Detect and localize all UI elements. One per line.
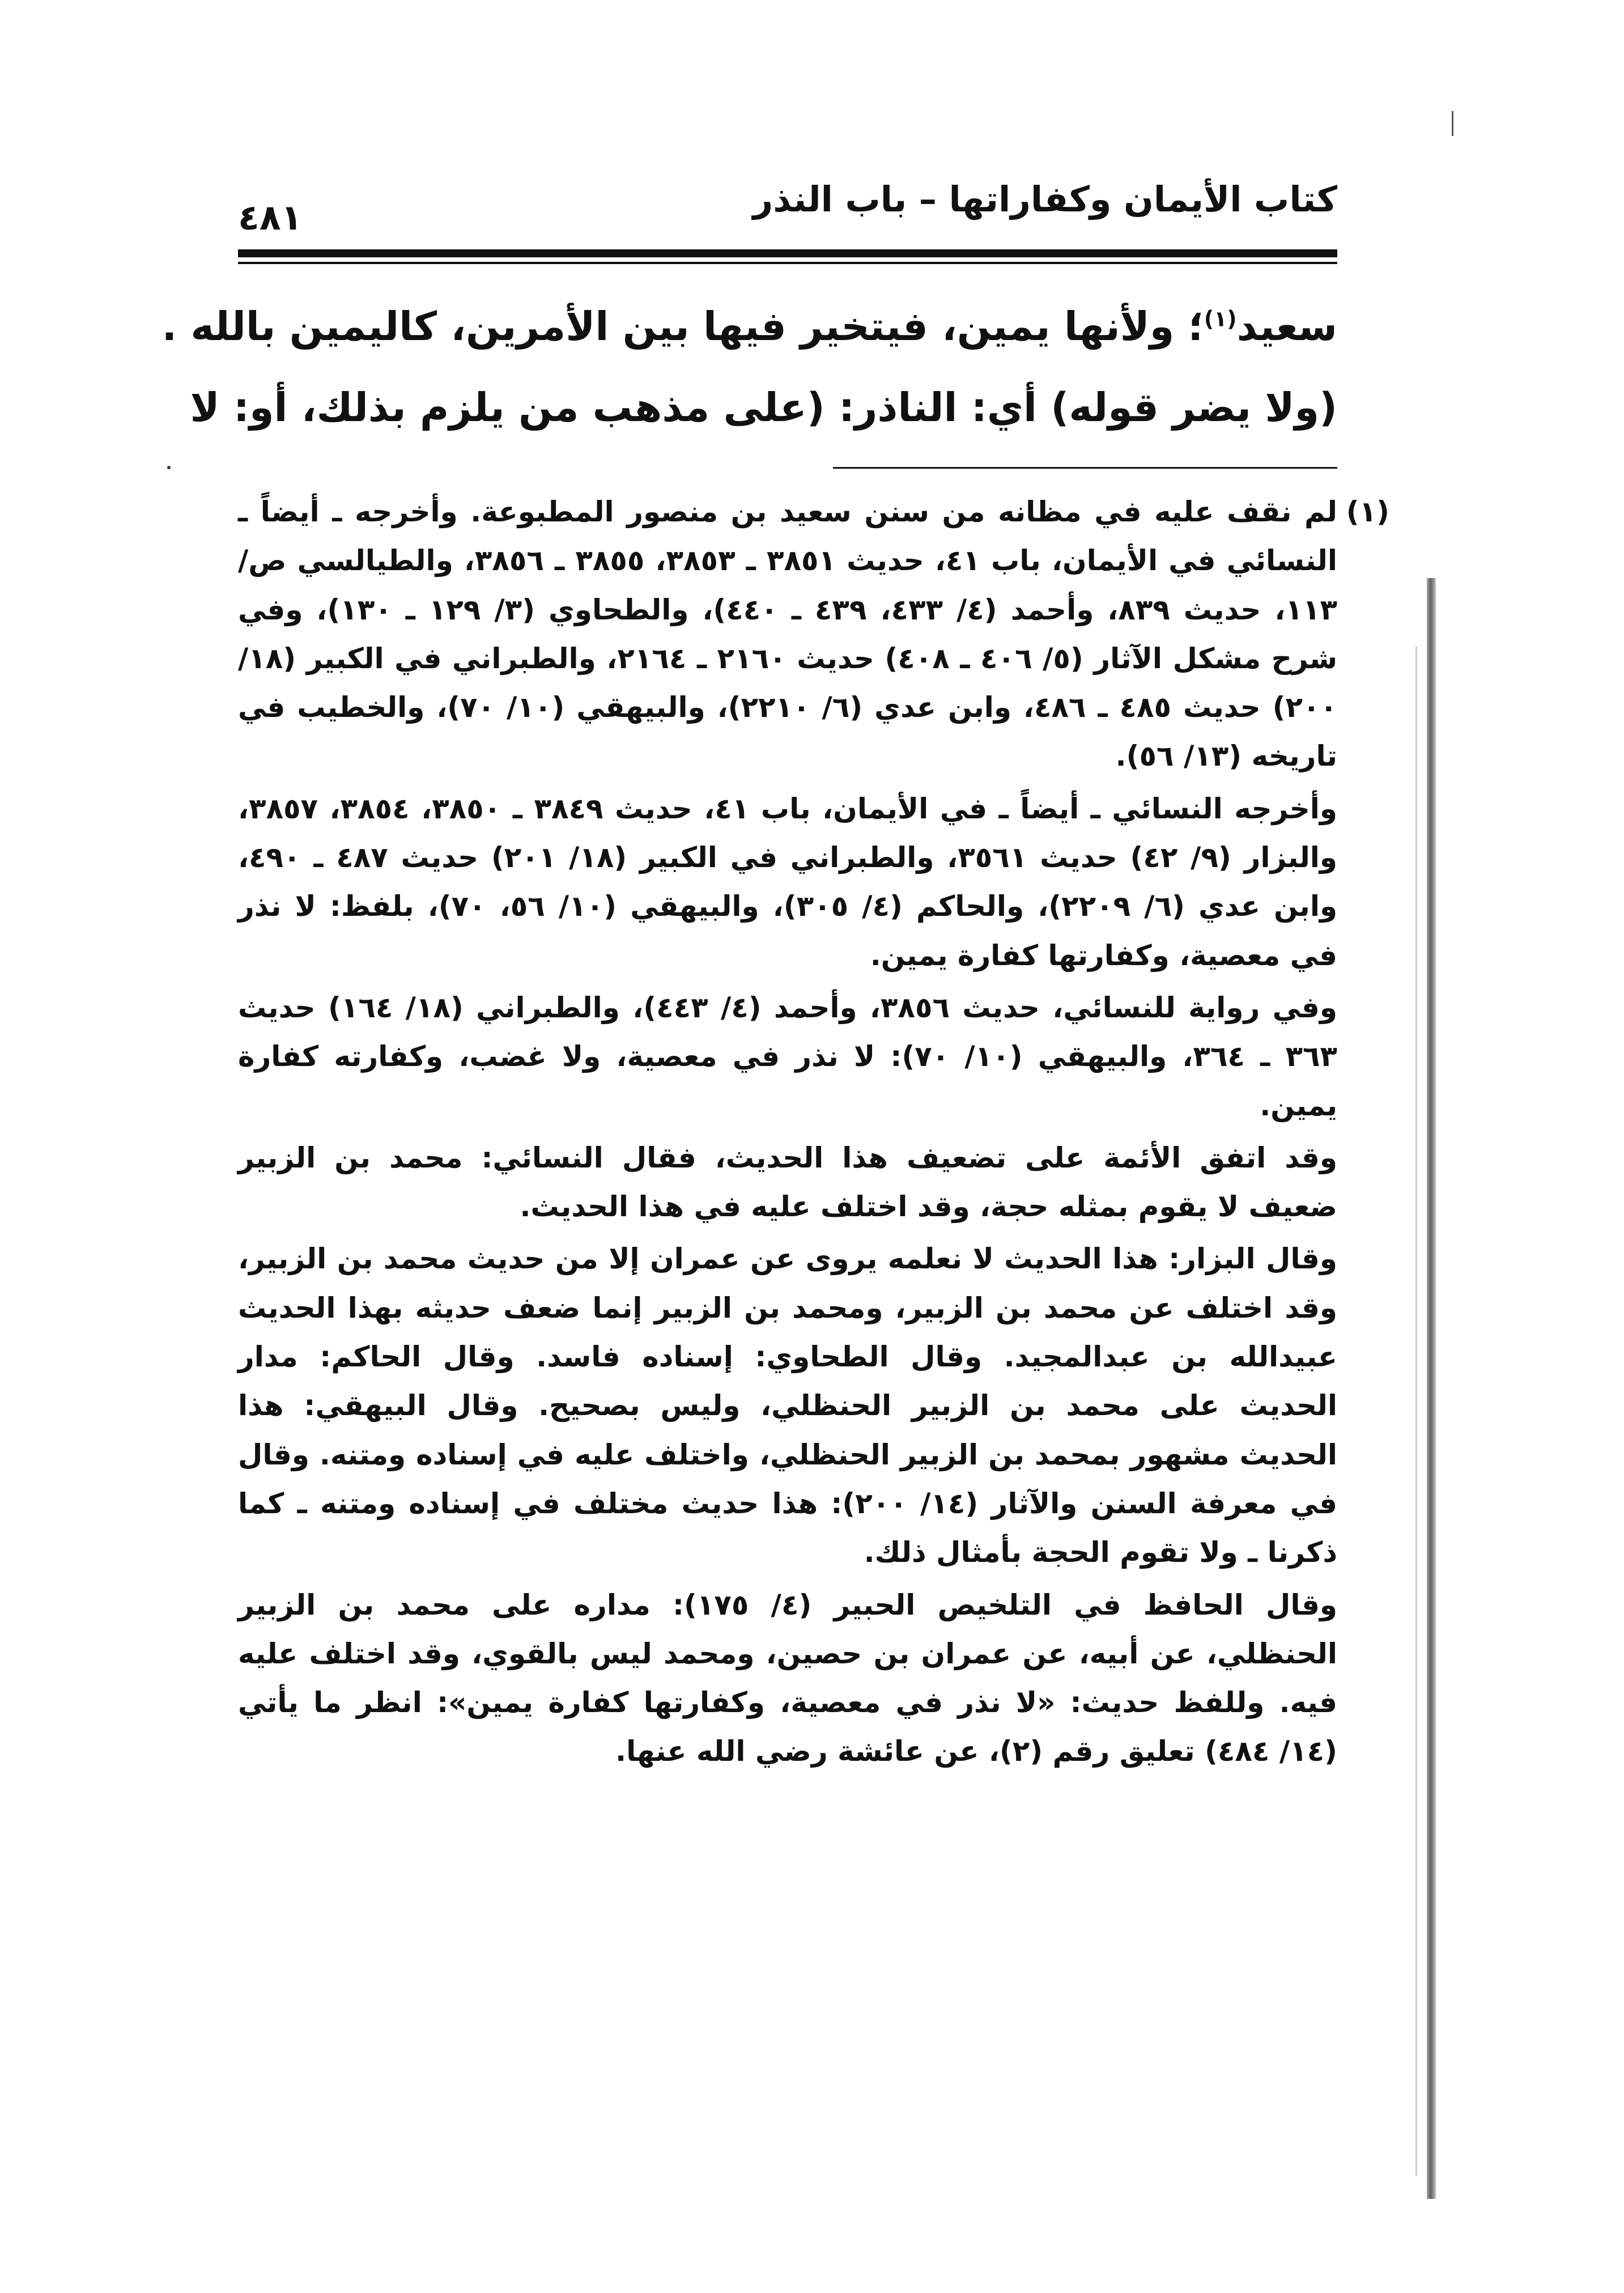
- scan-speck: [167, 466, 171, 469]
- main-line-1: [161, 286, 1337, 367]
- footnote-paragraph-4: وقد اتفق الأئمة على تضعيف هذا الحديث، فقال النسائي: محمد بن الزبير ضعيف لا يقوم بمثله حجة، وقد اختلف عليه في هذا الحديث.: [238, 1141, 1337, 1224]
- footnote-paragraph-1: لم نقف عليه في مظانه من سنن سعيد بن منصور المطبوعة. وأخرجه ـ أيضاً ـ النسائي في الأيمان، باب ٤١، حديث ٣٨٥١ ـ ٣٨٥٣، ٣٨٥٥ ـ ٣٨٥٦، والطيالسي ص/١١٣، حديث ٨٣٩، وأحمد (٤/ ٤٣٣، ٤٣٩ ـ ٤٤٠)، والطحاوي (٣/ ١٢٩ ـ ١٣٠)، وفي شرح مشكل الآثار (٥/ ٤٠٦ ـ ٤٠٨) حديث ٢١٦٠ ـ ٢١٦٤، والطبراني في الكبير (١٨/ ٢٠٠) حديث ٤٨٥ ـ ٤٨٦، وابن عدي (٦/ ٢٢١٠)، والبيهقي (١٠/ ٧٠)، والخطيب في تاريخه (١٣/ ٥٦).: [238, 495, 1338, 773]
- main-text: [161, 286, 1337, 448]
- header-rule-thin: [238, 262, 1337, 264]
- footnote-paragraph-6: وقال الحافظ في التلخيص الحبير (٤/ ١٧٥): مداره على محمد بن الزبير الحنظلي، عن أبيه، عن عمران بن حصين، ومحمد ليس بالقوي، وقد اختلف عليه فيه. وللفظ حديث: «لا نذر في معصية، وكفارتها كفارة يمين»: انظر ما يأتي (١٤/ ٤٨٤) تعليق رقم (٢)، عن عائشة رضي الله عنها.: [238, 1588, 1338, 1768]
- footnote-1: [238, 487, 1389, 1776]
- footnote-paragraph-3: وفي رواية للنسائي، حديث ٣٨٥٦، وأحمد (٤/ ٤٤٣)، والطبراني (١٨/ ١٦٤) حديث ٣٦٣ ـ ٣٦٤، والبيهقي (١٠/ ٧٠): لا نذر في معصية، ولا غضب، وكفارته كفارة يمين.: [238, 991, 1337, 1122]
- main-line-2: (ولا يضر قوله) أي: الناذر: (على مذهب من يلزم بذلك، أو: لا: [190, 384, 1337, 431]
- footnote-paragraph-5: وقال البزار: هذا الحديث لا نعلمه يروى عن عمران إلا من حديث محمد بن الزبير، وقد اختلف عن محمد بن الزبير، ومحمد بن الزبير إنما ضعف حديثه بهذا الحديث عبيدالله بن عبدالمجيد. وقال الطحاوي: إسناده فاسد. وقال الحاكم: مدار الحديث على محمد بن الزبير الحنظلي، وليس بصحيح. وقال البيهقي: هذا الحديث مشهور بمحمد بن الزبير الحنظلي، واختلف عليه في إسناده ومتنه. وقال في معرفة السنن والآثار (١٤/ ٢٠٠): هذا حديث مختلف في إسناده ومتنه ـ كما ذكرنا ـ ولا تقوم الحجة بأمثال ذلك.: [238, 1242, 1337, 1569]
- footnotes: [238, 487, 1389, 1780]
- scan-edge-mark: [1452, 111, 1453, 136]
- running-title: كتاب الأيمان وكفاراتها – باب النذر: [753, 179, 1337, 220]
- main-line-1-start: سعيد: [1236, 303, 1337, 350]
- page-number: ٤٨١: [238, 197, 303, 238]
- page-spine-shadow: [1427, 578, 1436, 2199]
- footnote-paragraph-2: وأخرجه النسائي ـ أيضاً ـ في الأيمان، باب ٤١، حديث ٣٨٤٩ ـ ٣٨٥٠، ٣٨٥٤، ٣٨٥٧، والبزار (٩/ ٤٢) حديث ٣٥٦١، والطبراني في الكبير (١٨/ ٢٠١) حديث ٤٨٧ ـ ٤٩٠، وابن عدي (٦/ ٢٢٠٩)، والحاكم (٤/ ٣٠٥)، والبيهقي (١٠/ ٥٦، ٧٠)، بلفظ: لا نذر في معصية، وكفارتها كفارة يمين.: [238, 792, 1338, 972]
- footnote-separator: [833, 467, 1337, 469]
- footnote-reference[interactable]: (١): [1204, 306, 1237, 332]
- footnote-marker: (١): [1346, 495, 1389, 528]
- page-gutter-line: [1415, 646, 1417, 2176]
- header-rule-thick: [238, 249, 1337, 257]
- main-line-1-end: ؛ ولأنها يمين، فيتخير فيها بين الأمرين، كاليمين بالله .: [161, 303, 1204, 350]
- page-header: [238, 173, 1337, 241]
